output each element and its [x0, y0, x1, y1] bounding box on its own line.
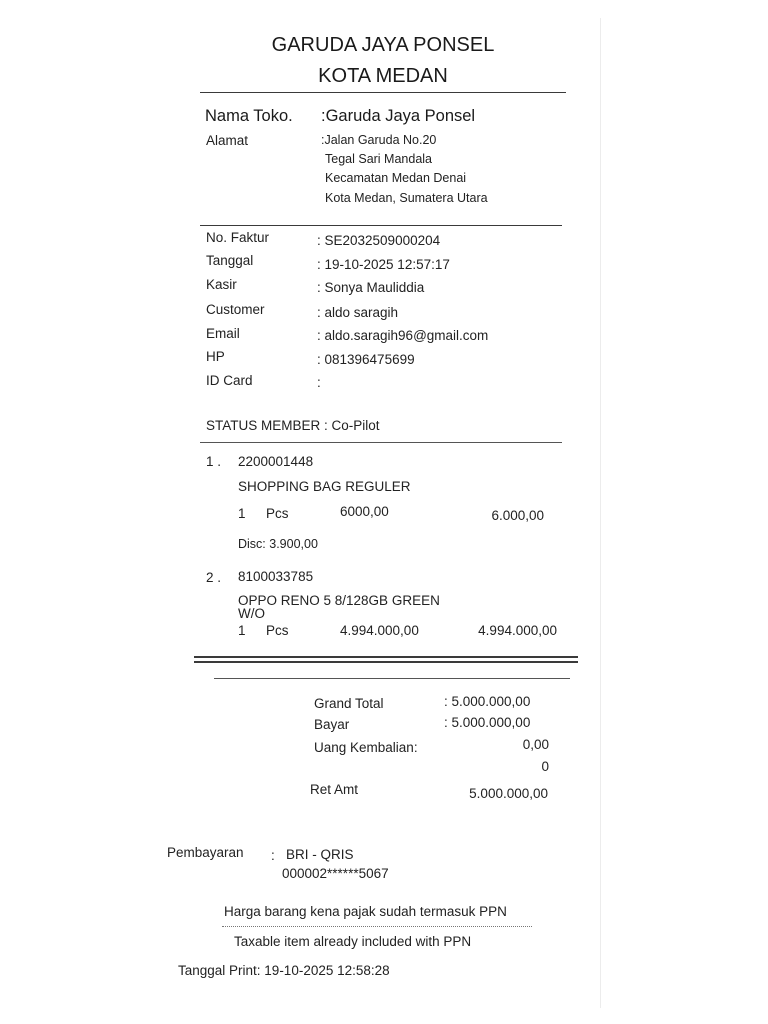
address-line-1: :Jalan Garuda No.20 — [321, 133, 437, 147]
item-qty: 1 — [238, 506, 246, 521]
item-unit: Pcs — [266, 623, 289, 638]
address-line-2: Tegal Sari Mandala — [325, 152, 433, 166]
header-divider — [200, 92, 566, 93]
field-label-faktur: No. Faktur — [206, 230, 270, 245]
city-title: KOTA MEDAN — [318, 65, 448, 87]
item-code: 2200001448 — [238, 454, 314, 469]
address-line-3: Kecamatan Medan Denai — [325, 171, 467, 185]
payment-label: Pembayaran — [167, 845, 244, 860]
item-no: 2 . — [206, 570, 222, 585]
kembalian-extra: 0 — [541, 759, 549, 774]
item-name: OPPO RENO 5 8/128GB GREEN — [238, 593, 440, 608]
field-label-idcard: ID Card — [206, 373, 253, 388]
status-member: STATUS MEMBER : Co-Pilot — [206, 418, 380, 433]
item-name: SHOPPING BAG REGULER — [238, 479, 411, 494]
item-disc: Disc: 3.900,00 — [238, 537, 318, 551]
kembalian-label: Uang Kembalian: — [314, 740, 418, 755]
item-price: 6000,00 — [340, 504, 389, 519]
print-date: Tanggal Print: 19-10-2025 12:58:28 — [178, 963, 390, 978]
store-title: GARUDA JAYA PONSEL — [271, 34, 495, 56]
payment-method: BRI - QRIS — [286, 847, 354, 862]
item-no: 1 . — [206, 454, 222, 469]
payment-card: 000002******5067 — [282, 866, 389, 881]
field-label-kasir: Kasir — [206, 277, 237, 292]
address-label: Alamat — [206, 133, 249, 148]
item-price: 4.994.000,00 — [340, 623, 419, 638]
item-total: 4.994.000,00 — [478, 623, 557, 638]
item-total: 6.000,00 — [491, 508, 544, 523]
field-value-idcard: : — [317, 375, 321, 390]
items-divider-bottom — [194, 661, 578, 663]
status-divider — [200, 442, 562, 443]
items-divider-top — [194, 656, 578, 658]
item-name-cont: W/O — [238, 606, 265, 621]
address-line-4: Kota Medan, Sumatera Utara — [325, 191, 488, 205]
field-value-tanggal: : 19-10-2025 12:57:17 — [317, 257, 450, 272]
payment-sep: : — [271, 848, 275, 863]
kembalian-value: 0,00 — [522, 737, 549, 752]
footer-divider — [222, 926, 532, 927]
tax-note-id: Harga barang kena pajak sudah termasuk PPN — [224, 904, 507, 919]
field-value-customer: : aldo saragih — [317, 305, 399, 320]
tax-note-en: Taxable item already included with PPN — [234, 934, 472, 949]
field-label-email: Email — [206, 326, 240, 341]
store-name-value: :Garuda Jaya Ponsel — [321, 107, 476, 125]
field-label-hp: HP — [206, 349, 225, 364]
paper-edge — [600, 18, 601, 1008]
store-name-label: Nama Toko. — [205, 107, 293, 125]
ret-amt-value: 5.000.000,00 — [469, 786, 548, 801]
field-label-customer: Customer — [206, 302, 265, 317]
totals-divider — [214, 678, 570, 679]
bayar-label: Bayar — [314, 717, 350, 732]
item-qty: 1 — [238, 623, 246, 638]
field-value-kasir: : Sonya Mauliddia — [317, 280, 425, 295]
bayar-value: : 5.000.000,00 — [444, 715, 531, 730]
grand-total-value: : 5.000.000,00 — [444, 694, 531, 709]
field-value-faktur: : SE2032509000204 — [317, 233, 441, 248]
field-label-tanggal: Tanggal — [206, 253, 254, 268]
store-divider — [200, 225, 562, 226]
ret-amt-label: Ret Amt — [310, 782, 359, 797]
item-unit: Pcs — [266, 506, 289, 521]
field-value-email: : aldo.saragih96@gmail.com — [317, 328, 489, 343]
field-value-hp: : 081396475699 — [317, 352, 415, 367]
grand-total-label: Grand Total — [314, 696, 384, 711]
item-code: 8100033785 — [238, 569, 314, 584]
